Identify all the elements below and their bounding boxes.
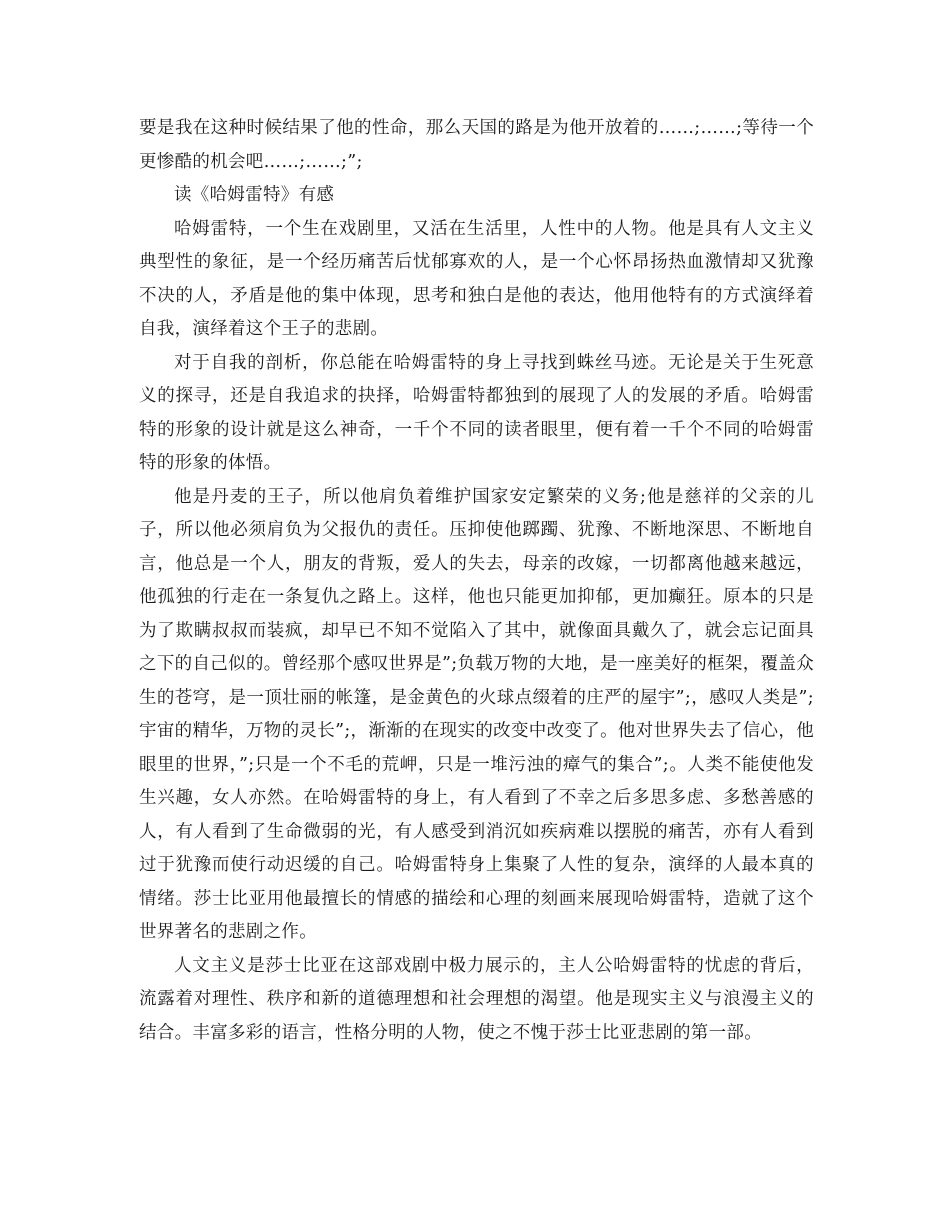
paragraph: 人文主义是莎士比亚在这部戏剧中极力展示的，主人公哈姆雷特的忧虑的背后，流露着对理性、秩序和新的道德理想和社会理想的渴望。他是现实主义与浪漫主义的结合。丰富多彩的语言，性格分明的人物，使之不愧于莎士比亚悲剧的第一部。 xyxy=(139,955,814,1043)
section-heading: 读《哈姆雷特》有感 xyxy=(174,185,335,205)
paragraph: 对于自我的剖析，你总能在哈姆雷特的身上寻找到蛛丝马迹。无论是关于生死意义的探寻，还是自我追求的抉择，哈姆雷特都独到的展现了人的发展的矛盾。哈姆雷特的形象的设计就是这么神奇，一千个不同的读者眼里，便有着一千个不同的哈姆雷特的形象的体悟。 xyxy=(139,352,814,473)
paragraph: 哈姆雷特，一个生在戏剧里，又活在生活里，人性中的人物。他是具有人文主义典型性的象征，是一个经历痛苦后忧郁寡欢的人，是一个心怀昂扬热血激情却又犹豫不决的人，矛盾是他的集中体现，思考和独白是他的表达，他用他特有的方式演绎着自我，演绎着这个王子的悲剧。 xyxy=(139,218,814,339)
document-body xyxy=(139,112,814,1050)
paragraph: 他是丹麦的王子，所以他肩负着维护国家安定繁荣的义务;他是慈祥的父亲的儿子，所以他必须肩负为父报仇的责任。压抑使他踯躅、犹豫、不断地深思、不断地自言，他总是一个人，朋友的背叛，爱人的失去，母亲的改嫁，一切都离他越来越远，他孤独的行走在一条复仇之路上。这样，他也只能更加抑郁，更加癫狂。原本的只是为了欺瞒叔叔而装疯，却早已不知不觉陷入了其中，就像面具戴久了，就会忘记面具之下的自己似的。曾经那个感叹世界是”;负载万物的大地，是一座美好的框架，覆盖众生的苍穹，是一顶壮丽的帐篷，是金黄色的火球点缀着的庄严的屋宇”;，感叹人类是”;宇宙的精华，万物的灵长”;，渐渐的在现实的改变中改变了。他对世界失去了信心，他眼里的世界，”;只是一个不毛的荒岬，只是一堆污浊的瘴气的集合”;。人类不能使他发生兴趣，女人亦然。在哈姆雷特的身上，有人看到了不幸之后多思多虑、多愁善感的人，有人看到了生命微弱的光，有人感受到消沉如疾病难以摆脱的痛苦，亦有人看到过于犹豫而使行动迟缓的自己。哈姆雷特身上集聚了人性的复杂，演绎的人最本真的情绪。莎士比亚用他最擅长的情感的描绘和心理的刻画来展现哈姆雷特，造就了这个世界著名的悲剧之作。 xyxy=(139,486,814,942)
paragraph-continuation: 要是我在这种时候结果了他的性命，那么天国的路是为他开放着的……;……;等待一个更惨酷的机会吧……;……;”; xyxy=(139,118,814,172)
